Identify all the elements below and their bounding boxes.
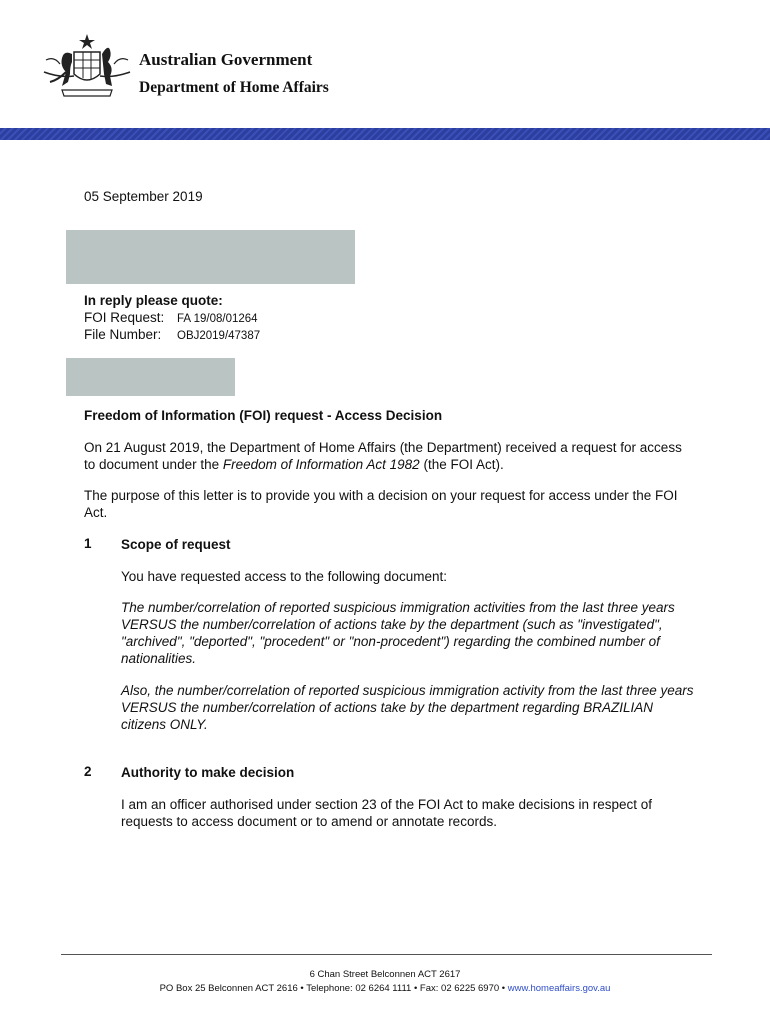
redacted-salutation-block <box>66 358 235 396</box>
paragraph-1-text-b: (the FOI Act). <box>419 457 504 472</box>
footer-contact-text: PO Box 25 Belconnen ACT 2616 • Telephone: 02 6264 1111 • Fax: 02 6225 6970 • <box>159 983 508 994</box>
org-name: Australian Government <box>139 50 313 69</box>
file-number-label: File Number: <box>84 327 162 342</box>
foi-request-value: FA 19/08/01264 <box>177 313 258 325</box>
website-link[interactable]: www.homeaffairs.gov.au <box>507 983 611 994</box>
foi-request-label: FOI Request: <box>84 310 165 325</box>
redacted-address-block <box>66 230 355 284</box>
section-2-number: 2 <box>84 764 92 779</box>
section-2-body: I am an officer authorised under section 23 of the FOI Act to make decisions in respect of requests to access document or to amend or annotate records. <box>121 797 653 829</box>
paragraph-1-text-a: On 21 August 2019, the Department of Home Affairs (the Department) received a request for access to document under the <box>84 440 682 472</box>
act-title: Freedom of Information Act 1982 <box>222 457 420 472</box>
section-1-quote-1: The number/correlation of reported suspicious immigration activities from the last three years VERSUS the number/correlation of actions take by the department (such as "investigated", "archived", "deported", "procedent" or "non-procedent") regarding the combined number of nationalities. <box>121 600 675 666</box>
footer-contact <box>0 983 770 994</box>
section-1-intro: You have requested access to the following document: <box>121 569 447 584</box>
section-1-title: Scope of request <box>121 537 231 552</box>
footer-rule <box>61 954 712 955</box>
department-name: Department of Home Affairs <box>139 79 329 96</box>
letter-subject: Freedom of Information (FOI) request - Access Decision <box>84 408 443 423</box>
file-number-line <box>84 326 260 345</box>
reply-heading: In reply please quote: <box>84 293 223 308</box>
paragraph-1 <box>84 439 694 473</box>
footer-address: 6 Chan Street Belconnen ACT 2617 <box>309 969 461 980</box>
section-1-number: 1 <box>84 536 92 551</box>
section-1-quote-2: Also, the number/correlation of reported suspicious immigration activity from the last three years VERSUS the number/correlation of actions take by the department regarding BRAZILIAN citizens ONLY. <box>121 683 694 732</box>
letter-date: 05 September 2019 <box>84 189 203 204</box>
paragraph-2: The purpose of this letter is to provide you with a decision on your request for access under the FOI Act. <box>84 488 678 520</box>
coat-of-arms-icon <box>40 32 134 100</box>
file-number-value: OBJ2019/47387 <box>177 330 261 342</box>
header-band <box>0 128 770 140</box>
section-2-title: Authority to make decision <box>121 765 295 780</box>
